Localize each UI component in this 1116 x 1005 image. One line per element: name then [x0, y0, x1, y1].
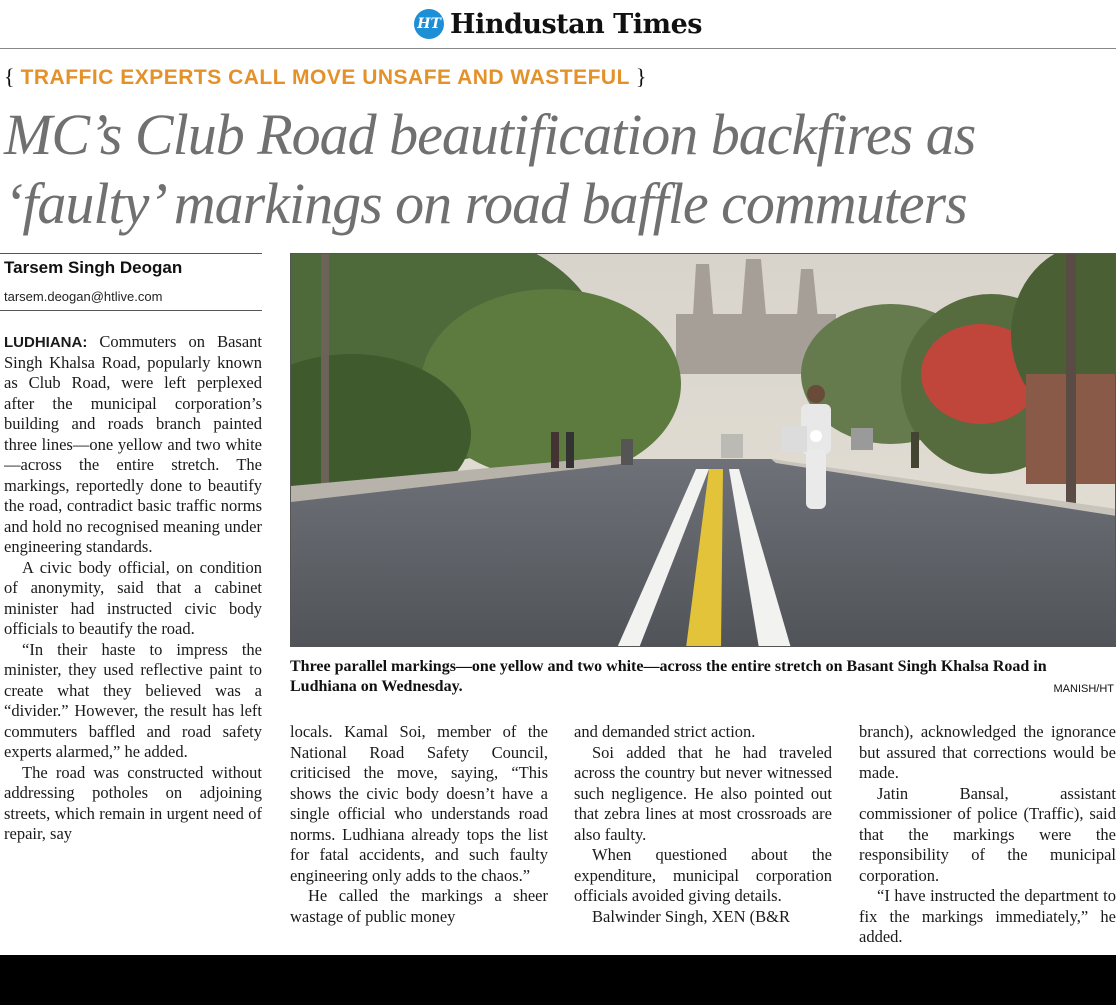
article-paragraph: Balwinder Singh, XEN (B&R — [592, 906, 790, 926]
article-paragraph: branch), acknowledged the ignorance but assured that corrections would be made. — [859, 722, 1116, 782]
article-column-1 — [4, 332, 262, 955]
byline-email: tarsem.deogan@htlive.com — [4, 289, 163, 304]
kicker-text: TRAFFIC EXPERTS CALL MOVE UNSAFE AND WASTEFUL — [20, 66, 630, 89]
article-paragraph: The road was constructed without addressing potholes on adjoining streets, which remain in urgent need of repair, say — [4, 762, 262, 843]
headline — [4, 100, 1114, 238]
article-paragraph: “I have instructed the department to fix the markings immediately,” he added. — [859, 886, 1116, 946]
article-paragraph: He called the markings a sheer wastage of public money — [290, 886, 548, 926]
article-paragraph: and demanded strict action. — [574, 722, 756, 741]
headline-line-1: MC’s Club Road beautification backfires as — [4, 102, 976, 167]
road-photo-illustration — [291, 254, 1116, 647]
article-paragraph: Jatin Bansal, assistant commissioner of police (Traffic), said that the markings were the responsibility of the municipal corporation. — [859, 783, 1116, 885]
kicker — [4, 64, 646, 90]
byline-divider-bottom — [0, 310, 262, 311]
kicker-open-brace: { — [4, 64, 15, 89]
article-column-3 — [574, 722, 832, 955]
byline-name: Tarsem Singh Deogan — [4, 258, 183, 277]
masthead — [0, 6, 1116, 42]
road-photo — [290, 253, 1116, 647]
masthead-title: Hindustan Times — [450, 8, 702, 40]
article-paragraph: When questioned about the expenditure, municipal corporation officials avoided giving details. — [574, 845, 832, 905]
kicker-close-brace: } — [635, 64, 647, 89]
article-paragraph: “In their haste to impress the minister, they used reflective paint to create what they believed was a “divider.” However, the result has left commuters baffled and road safety experts alarmed,” he added. — [4, 639, 262, 761]
byline-divider-top — [0, 253, 262, 254]
masthead-divider — [0, 48, 1116, 49]
article-paragraph: A civic body official, on condition of anonymity, said that a cabinet minister had instructed civic body officials to beautify the road. — [4, 557, 262, 638]
ht-logo: HT — [414, 9, 444, 39]
article-paragraph: LUDHIANA: Commuters on Basant Singh Khalsa Road, popularly known as Club Road, were left perplexed after the municipal corporation’s building and roads branch painted three lines—one yellow and two white—across the entire stretch. The markings, reportedly done to beautify the road, contradict basic traffic norms and hold no recognised meaning under engineering standards. — [4, 332, 262, 556]
article-column-2 — [290, 722, 548, 955]
photo-caption: Three parallel markings—one yellow and two white—across the entire stretch on Basant Singh Khalsa Road in Ludhiana on Wednesday. — [290, 658, 1047, 695]
dateline: LUDHIANA: — [4, 334, 88, 351]
article-paragraph: locals. Kamal Soi, member of the National Road Safety Council, criticised the move, saying, “This shows the civic body doesn’t have a single official who understands road norms. Ludhiana already tops the list for fatal accidents, and such faulty engineering only adds to the chaos.” — [290, 722, 548, 885]
headline-line-2: ‘faulty’ markings on road baffle commuters — [4, 171, 967, 236]
article-paragraph: Soi added that he had traveled across the country but never witnessed such negligence. He also pointed out that zebra lines at most crossroads are also faulty. — [574, 742, 832, 844]
photo-credit: MANISH/HT — [1053, 683, 1114, 695]
article-column-4 — [859, 722, 1116, 955]
